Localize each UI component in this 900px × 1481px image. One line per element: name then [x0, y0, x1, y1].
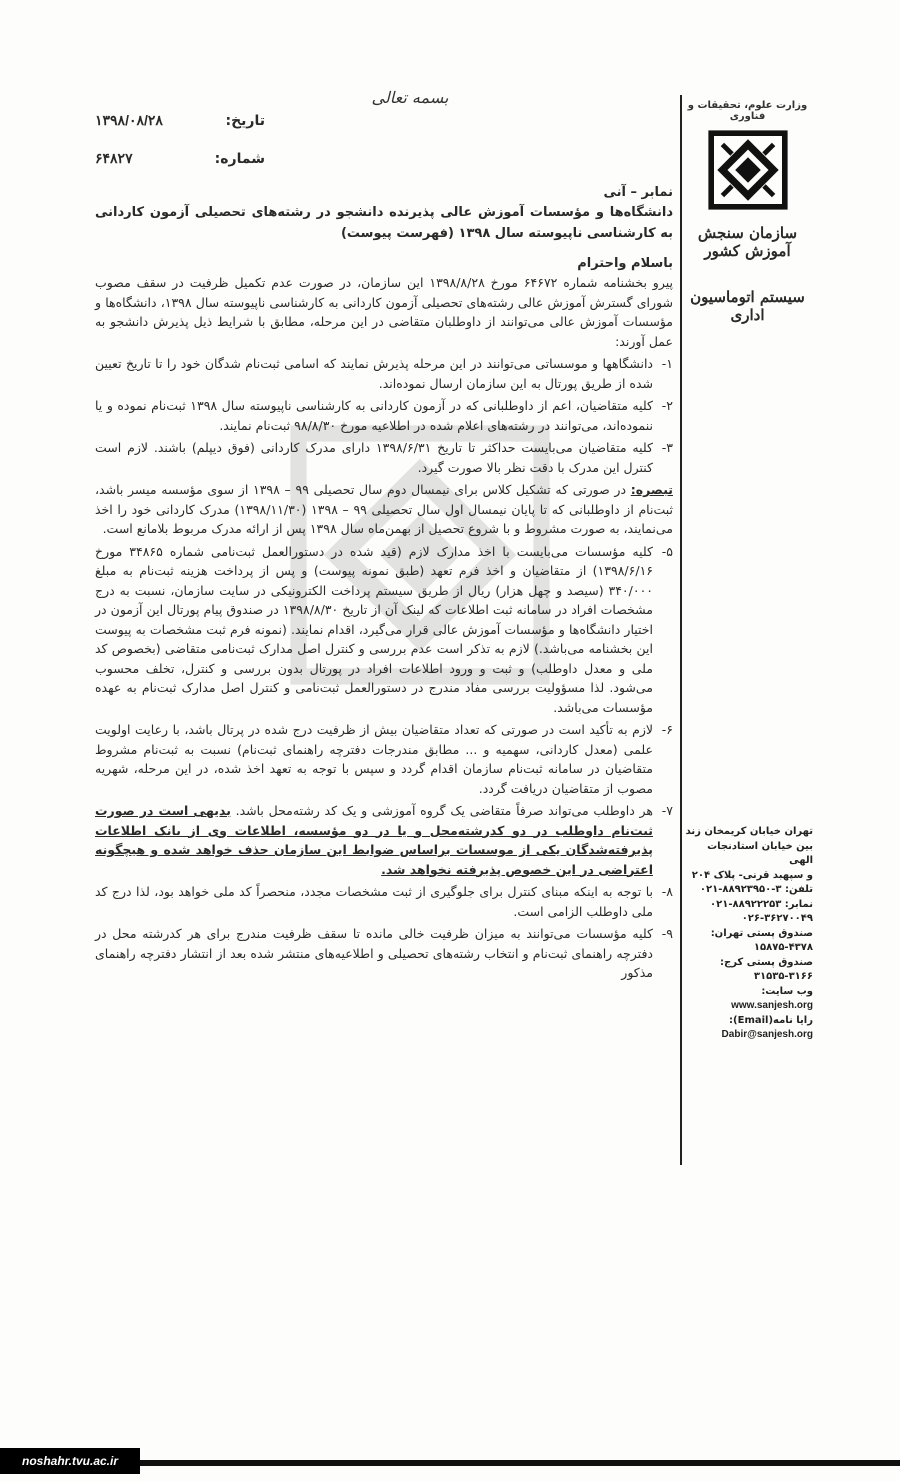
list-item	[95, 924, 673, 983]
note-label: تبصره:	[630, 482, 673, 497]
website-link[interactable]: www.sanjesh.org	[731, 1000, 813, 1011]
phone-line: تلفن: ۳-۸۸۹۲۳۹۵۰-۰۲۱	[699, 884, 813, 895]
item-text-plain: هر داوطلب می‌تواند صرفاً متقاضی یک گروه آموزشی و یک کد رشته‌محل باشد.	[230, 803, 654, 818]
po-box-value: ۳۱۵۳۵-۳۱۶۶	[753, 971, 813, 982]
item-number: ۵-	[661, 543, 673, 559]
item-text: کلیه مؤسسات می‌توانند به میزان ظرفیت خالی مانده تا سقف ظرفیت مندرج برای هر کدرشته محل در دفترچه راهنمای ثبت‌نام و انتخاب رشته‌های تحصیلی و اطلاعیه‌های منتشر شده بعد از انتشار دفترچه راهنمای مذکور	[95, 926, 653, 980]
date-value: ۱۳۹۸/۰۸/۲۸	[95, 112, 163, 128]
number-label: شماره:	[214, 151, 265, 167]
number-row	[95, 150, 265, 188]
item-number: ۲-	[661, 398, 673, 413]
item-number: ۳-	[661, 440, 673, 455]
address-line: و سپهبد قرنی- پلاک ۲۰۴	[691, 869, 813, 881]
email-link[interactable]: Dabir@sanjesh.org	[721, 1029, 813, 1040]
item-text: لازم به تأکید است در صورتی که تعداد متقاضیان بیش از ظرفیت درج شده در پرتال باشد، با رعایت اولویت علمی (معدل کاردانی، سهمیه و ... مطابق مندرجات دفترچه راهنمای ثبت‌نام) نسبت به ثبت‌نام مشروط متقاضیان در سامانه ثبت‌نام سازمان اقدام گردد و سپس با توجه به تعهد اخذ شده، در این مرحله، شهریه مصوب از متقاضیان دریافت گردد.	[95, 722, 653, 796]
po-box-label: صندوق پستی کرج:	[719, 956, 813, 968]
address-line: بین خیابان استادنجات الهی	[707, 840, 813, 866]
footer-bar	[140, 1460, 900, 1466]
list-item	[95, 801, 673, 879]
org-name: سازمان سنجش آموزش کشور	[697, 224, 798, 260]
bismillah: بسمه تعالی	[371, 88, 449, 107]
site-badge[interactable]: noshahr.tvu.ac.ir	[0, 1448, 140, 1474]
item-number: ۶-	[661, 722, 673, 737]
item-number: ۱-	[661, 356, 673, 371]
list-item	[95, 438, 673, 477]
item-text	[95, 801, 653, 879]
list-item	[95, 882, 673, 921]
address-line: تهران خیابان کریمخان زند	[685, 826, 813, 837]
ministry-emblem-icon	[708, 130, 788, 210]
ministry-name: وزارت علوم، تحقیقات و فناوری	[687, 100, 808, 122]
letter-meta	[95, 112, 265, 188]
greeting: باسلام واحترام	[577, 256, 673, 271]
website-label: وب سایت:	[761, 985, 813, 997]
note-paragraph	[95, 480, 673, 539]
number-value: ۶۴۸۲۷	[95, 150, 133, 166]
item-number: ۸-	[661, 884, 673, 899]
contact-address	[683, 825, 813, 1043]
date-row	[95, 112, 265, 150]
item-text: با توجه به اینکه مبنای کنترل برای جلوگیری از ثبت مشخصات مجدد، منحصراً کد ملی خواهد بود، لذا درج کد ملی داوطلب الزامی است.	[95, 884, 653, 919]
list-item	[95, 354, 673, 393]
item-text: دانشگاهها و موسساتی می‌توانند در این مرحله پذیرش نمایند که اسامی ثبت‌نام شدگان خود را تا تاریخ تعیین شده از طریق پورتال به این سازمان ارسال نموده‌اند.	[95, 356, 653, 391]
intro-paragraph: پیرو بخشنامه شماره ۶۴۶۷۲ مورخ ۱۳۹۸/۸/۲۸ این سازمان، در صورت عدم تکمیل ظرفیت در سقف مصوب شورای گسترش آموزش عالی رشته‌های تحصیلی آزمون کاردانی به کارشناسی ناپیوسته سال ۱۳۹۸، دانشگاه‌ها و مؤسسات آموزش عالی می‌توانند از داوطلبان متقاضی در این مرحله، مطابق با شرایط ذیل پذیرش دانشجو به عمل آورند:	[95, 275, 673, 349]
note-text: در صورتی که تشکیل کلاس برای نیمسال دوم سال تحصیلی ۹۹ – ۱۳۹۸ از سوی مؤسسه میسر باشد، ثبت‌نام از داوطلبانی که تا پایان نیمسال اول سال تحصیلی ۹۹ – ۱۳۹۸ (۱۳۹۸/۱۱/۳۰) مدرک کاردانی خود را اخذ می‌نمایند، به صورت مشروط و با شروع تحصیل از بهمن‌ماه سال ۱۳۹۸ پس از ارائه مدرک مربوط بلامانع است.	[95, 482, 673, 536]
item-text-emphasis: بدیهی است در صورت ثبت‌نام داوطلب در دو کدرشته‌محل و یا در دو مؤسسه، اطلاعات وی از بانک اطلاعات پذیرفته‌شدگان یکی از موسسات براساس ضوابط این سازمان حذف خواهد شده و هیچگونه اعتراضی در این خصوص پذیرفته نخواهد شد.	[95, 803, 653, 877]
item-number: ۷-	[661, 803, 673, 818]
po-box-value: ۱۵۸۷۵-۴۳۷۸	[753, 942, 813, 953]
po-box-label: صندوق پستی تهران:	[710, 927, 813, 939]
list-item	[95, 396, 673, 435]
item-text: کلیه متقاضیان، اعم از داوطلبانی که در آزمون کاردانی به کارشناسی ناپیوسته سال ۱۳۹۸ ثبت‌نام نموده و یا ننموده‌اند، می‌توانند در رشته‌های اعلام شده در اطلاعیه مورخ ۹۸/۸/۳۰ ثبت‌نام نمایند.	[95, 398, 653, 433]
system-name: سیستم اتوماسیون اداری	[690, 288, 805, 324]
item-text: کلیه متقاضیان می‌بایست حداکثر تا تاریخ ۱۳۹۸/۶/۳۱ دارای مدرک کاردانی (فوق دیپلم) باشند. لازم است کنترل این مدرک با دقت نظر بالا صورت گیرد.	[95, 440, 653, 475]
email-label: رایا نامه(Email):	[729, 1014, 813, 1026]
phone-line: ۰۲۶-۳۶۲۷۰۰۴۹	[741, 913, 813, 924]
list-item	[95, 720, 673, 798]
item-text: کلیه مؤسسات می‌بایست با اخذ مدارک لازم (قید شده در دستورالعمل ثبت‌نامی شماره ۳۴۸۶۵ مورخ ۱۳۹۸/۶/۱۶) از متقاضیان و اخذ فرم تعهد (طبق نمونه پیوست) و پس از پرداخت هزینه ثبت‌نام به مبلغ ۳۴۰/۰۰۰ (سیصد و چهل هزار) ریال از طریق سیستم پرداخت الکترونیکی در سایت سازمان، نسبت به درج مشخصات افراد در سامانه ثبت اطلاعات که لینک آن از تاریخ ۱۳۹۸/۸/۳۰ در صندوق پیام پورتال این آزمون در اختیار دانشگاه‌ها و مؤسسات آموزش عالی قرار می‌گیرد، اقدام نمایند. (نمونه فرم ثبت مشخصات به پیوست این بخشنامه می‌باشد.) لازم به تذکر است عدم بررسی و کنترل اصل مدارک ثبت‌نامی متقاضی (بخصوص کد ملی و معدل داوطلب) و ثبت و ورود اطلاعات افراد در پورتال بدون بررسی و کنترل، تخلف محسوب می‌شود. لذا مسؤولیت بررسی مفاد مندرج در دستورالعمل ثبت‌نامی و کنترل اصل مدارک ثبت‌نام به عهده مؤسسات می‌باشد.	[95, 543, 653, 715]
fax-line: نمابر: ۸۸۹۲۲۲۵۳-۰۲۱	[710, 898, 813, 910]
org-logo	[680, 100, 815, 350]
item-number: ۹-	[661, 926, 673, 941]
list-item	[95, 542, 673, 718]
letter-subject: دانشگاه‌ها و مؤسسات آموزش عالی پذیرنده دانشجو در رشته‌های تحصیلی آزمون کاردانی به کارشناسی ناپیوسته سال ۱۳۹۸ (فهرست پیوست)	[95, 205, 673, 241]
date-label: تاریخ:	[225, 113, 265, 129]
letter-body	[95, 185, 673, 986]
fax-priority: نمابر – آنی	[603, 185, 673, 200]
